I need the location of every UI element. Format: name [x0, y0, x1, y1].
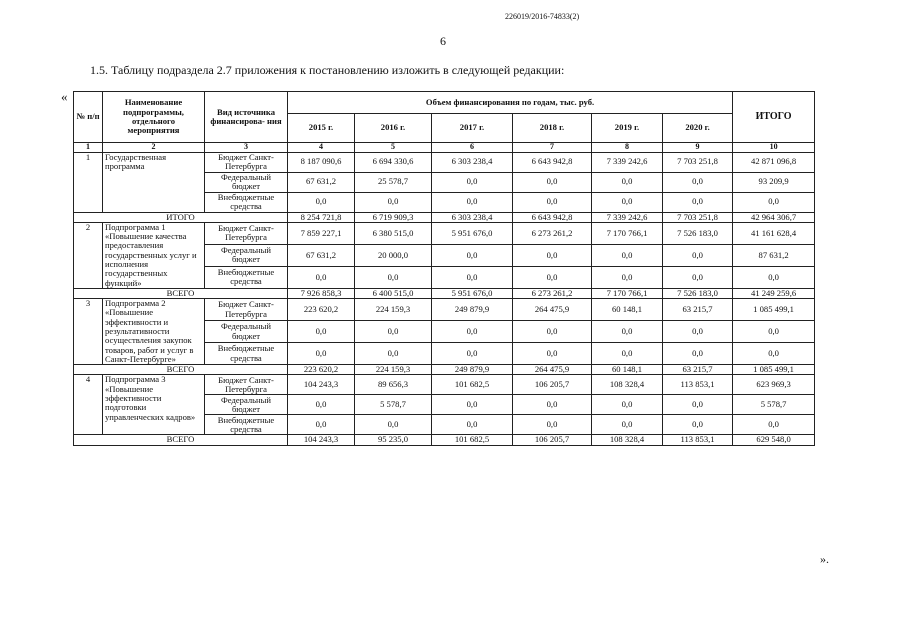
summary-label: ВСЕГО [74, 365, 288, 375]
funding-source: Бюджет Санкт-Петербурга [205, 222, 288, 244]
summary-value: 6 719 909,3 [355, 212, 432, 222]
row-total: 0,0 [733, 343, 815, 365]
year-value: 223 620,2 [288, 299, 355, 321]
column-index: 6 [432, 143, 513, 153]
row-number: 3 [74, 299, 103, 365]
document-number: 226019/2016-74833(2) [505, 12, 580, 21]
row-total: 623 969,3 [733, 375, 815, 395]
year-value: 0,0 [432, 343, 513, 365]
year-value: 0,0 [592, 321, 663, 343]
year-value: 0,0 [288, 192, 355, 212]
row-total: 93 209,9 [733, 172, 815, 192]
funding-source: Внебюджетные средства [205, 266, 288, 288]
year-value: 0,0 [432, 321, 513, 343]
year-value: 0,0 [663, 415, 733, 435]
funding-source: Бюджет Санкт-Петербурга [205, 152, 288, 172]
year-value: 6 273 261,2 [513, 222, 592, 244]
year-value: 0,0 [432, 266, 513, 288]
summary-value: 223 620,2 [288, 365, 355, 375]
summary-value: 108 328,4 [592, 435, 663, 445]
year-value: 6 380 515,0 [355, 222, 432, 244]
table-row [74, 152, 815, 172]
summary-value: 249 879,9 [432, 365, 513, 375]
row-total: 1 085 499,1 [733, 299, 815, 321]
year-value: 0,0 [513, 192, 592, 212]
table-row [74, 375, 815, 395]
year-value: 0,0 [592, 395, 663, 415]
year-value: 20 000,0 [355, 244, 432, 266]
column-index: 1 [74, 143, 103, 153]
year-value: 89 656,3 [355, 375, 432, 395]
funding-source: Федеральный бюджет [205, 244, 288, 266]
page-number: 6 [440, 34, 446, 48]
year-value: 0,0 [663, 192, 733, 212]
column-index: 4 [288, 143, 355, 153]
header-year: 2018 г. [513, 114, 592, 143]
year-value: 0,0 [432, 395, 513, 415]
header-year: 2019 г. [592, 114, 663, 143]
year-value: 224 159,3 [355, 299, 432, 321]
row-total: 0,0 [733, 415, 815, 435]
summary-value: 7 926 858,3 [288, 288, 355, 298]
column-index: 3 [205, 143, 288, 153]
year-value: 60 148,1 [592, 299, 663, 321]
header-volume: Объем финансирования по годам, тыс. руб. [288, 92, 733, 114]
program-name: Подпрограмма 1 «Повышение качества предоставления государственных услуг и исполнения государственных функций» [103, 222, 205, 288]
header-year: 2016 г. [355, 114, 432, 143]
summary-total: 1 085 499,1 [733, 365, 815, 375]
header-year: 2015 г. [288, 114, 355, 143]
year-value: 0,0 [592, 343, 663, 365]
year-value: 0,0 [592, 415, 663, 435]
year-value: 7 339 242,6 [592, 152, 663, 172]
year-value: 264 475,9 [513, 299, 592, 321]
summary-value: 7 526 183,0 [663, 288, 733, 298]
table-row [74, 299, 815, 321]
year-value: 0,0 [663, 395, 733, 415]
summary-value: 106 205,7 [513, 435, 592, 445]
program-name: Подпрограмма 3 «Повышение эффективности подготовки управленческих кадров» [103, 375, 205, 435]
year-value: 0,0 [288, 266, 355, 288]
year-value: 249 879,9 [432, 299, 513, 321]
summary-label: ВСЕГО [74, 288, 288, 298]
summary-value: 63 215,7 [663, 365, 733, 375]
header-total: ИТОГО [733, 92, 815, 143]
row-number: 2 [74, 222, 103, 288]
year-value: 0,0 [355, 321, 432, 343]
year-value: 5 951 676,0 [432, 222, 513, 244]
summary-row [74, 435, 815, 445]
summary-value: 6 273 261,2 [513, 288, 592, 298]
summary-total: 629 548,0 [733, 435, 815, 445]
year-value: 6 303 238,4 [432, 152, 513, 172]
year-value: 7 170 766,1 [592, 222, 663, 244]
summary-value: 113 853,1 [663, 435, 733, 445]
year-value: 0,0 [663, 266, 733, 288]
summary-value: 224 159,3 [355, 365, 432, 375]
summary-total: 41 249 259,6 [733, 288, 815, 298]
financing-table [73, 91, 815, 446]
closing-quote: ». [820, 552, 829, 566]
intro-text: 1.5. Таблицу подраздела 2.7 приложения к постановлению изложить в следующей редакции: [90, 63, 565, 77]
year-value: 0,0 [592, 244, 663, 266]
row-total: 87 631,2 [733, 244, 815, 266]
year-value: 0,0 [513, 321, 592, 343]
column-index: 10 [733, 143, 815, 153]
summary-value: 101 682,5 [432, 435, 513, 445]
year-value: 0,0 [432, 192, 513, 212]
column-index: 7 [513, 143, 592, 153]
year-value: 0,0 [355, 266, 432, 288]
year-value: 7 703 251,8 [663, 152, 733, 172]
year-value: 0,0 [513, 343, 592, 365]
funding-source: Федеральный бюджет [205, 395, 288, 415]
year-value: 0,0 [355, 415, 432, 435]
year-value: 0,0 [288, 395, 355, 415]
summary-value: 6 400 515,0 [355, 288, 432, 298]
summary-value: 6 303 238,4 [432, 212, 513, 222]
summary-row [74, 212, 815, 222]
opening-quote: « [61, 89, 68, 104]
column-index: 8 [592, 143, 663, 153]
summary-value: 104 243,3 [288, 435, 355, 445]
summary-row [74, 288, 815, 298]
year-value: 0,0 [432, 415, 513, 435]
year-value: 0,0 [513, 395, 592, 415]
year-value: 0,0 [663, 321, 733, 343]
funding-source: Федеральный бюджет [205, 172, 288, 192]
summary-value: 8 254 721,8 [288, 212, 355, 222]
column-index: 9 [663, 143, 733, 153]
year-value: 67 631,2 [288, 172, 355, 192]
year-value: 0,0 [663, 172, 733, 192]
year-value: 0,0 [513, 415, 592, 435]
row-total: 0,0 [733, 192, 815, 212]
funding-source: Бюджет Санкт-Петербурга [205, 299, 288, 321]
year-value: 63 215,7 [663, 299, 733, 321]
summary-value: 7 339 242,6 [592, 212, 663, 222]
year-value: 6 643 942,8 [513, 152, 592, 172]
year-value: 0,0 [663, 244, 733, 266]
summary-value: 5 951 676,0 [432, 288, 513, 298]
year-value: 0,0 [592, 192, 663, 212]
column-index: 2 [103, 143, 205, 153]
table-row [74, 222, 815, 244]
year-value: 0,0 [432, 244, 513, 266]
summary-value: 7 170 766,1 [592, 288, 663, 298]
year-value: 0,0 [288, 415, 355, 435]
year-value: 25 578,7 [355, 172, 432, 192]
year-value: 0,0 [355, 343, 432, 365]
row-total: 0,0 [733, 321, 815, 343]
funding-source: Внебюджетные средства [205, 192, 288, 212]
funding-source: Внебюджетные средства [205, 415, 288, 435]
year-value: 104 243,3 [288, 375, 355, 395]
header-year: 2020 г. [663, 114, 733, 143]
program-name: Государственная программа [103, 152, 205, 212]
year-value: 6 694 330,6 [355, 152, 432, 172]
header-source: Вид источника финансирова- ния [205, 92, 288, 143]
header-num: № п/п [74, 92, 103, 143]
program-name: Подпрограмма 2 «Повышение эффективности и результативности осуществления закупок товаров, работ и услуг в Санкт-Петербурге» [103, 299, 205, 365]
summary-label: ВСЕГО [74, 435, 288, 445]
summary-value: 60 148,1 [592, 365, 663, 375]
year-value: 0,0 [288, 321, 355, 343]
row-total: 0,0 [733, 266, 815, 288]
year-value: 0,0 [513, 172, 592, 192]
summary-label: ИТОГО [74, 212, 288, 222]
year-value: 0,0 [592, 266, 663, 288]
row-total: 5 578,7 [733, 395, 815, 415]
year-value: 0,0 [513, 266, 592, 288]
year-value: 108 328,4 [592, 375, 663, 395]
summary-total: 42 964 306,7 [733, 212, 815, 222]
year-value: 106 205,7 [513, 375, 592, 395]
year-value: 0,0 [592, 172, 663, 192]
year-value: 113 853,1 [663, 375, 733, 395]
year-value: 0,0 [663, 343, 733, 365]
summary-row [74, 365, 815, 375]
summary-value: 95 235,0 [355, 435, 432, 445]
year-value: 0,0 [288, 343, 355, 365]
year-value: 7 859 227,1 [288, 222, 355, 244]
year-value: 0,0 [355, 192, 432, 212]
year-value: 0,0 [432, 172, 513, 192]
header-year: 2017 г. [432, 114, 513, 143]
year-value: 8 187 090,6 [288, 152, 355, 172]
summary-value: 6 643 942,8 [513, 212, 592, 222]
funding-source: Федеральный бюджет [205, 321, 288, 343]
row-total: 41 161 628,4 [733, 222, 815, 244]
summary-value: 264 475,9 [513, 365, 592, 375]
header-name: Наименование подпрограммы, отдельного мероприятия [103, 92, 205, 143]
row-number: 1 [74, 152, 103, 212]
column-index: 5 [355, 143, 432, 153]
year-value: 0,0 [513, 244, 592, 266]
funding-source: Бюджет Санкт-Петербурга [205, 375, 288, 395]
year-value: 101 682,5 [432, 375, 513, 395]
row-number: 4 [74, 375, 103, 435]
row-total: 42 871 096,8 [733, 152, 815, 172]
year-value: 7 526 183,0 [663, 222, 733, 244]
funding-source: Внебюджетные средства [205, 343, 288, 365]
year-value: 5 578,7 [355, 395, 432, 415]
year-value: 67 631,2 [288, 244, 355, 266]
summary-value: 7 703 251,8 [663, 212, 733, 222]
